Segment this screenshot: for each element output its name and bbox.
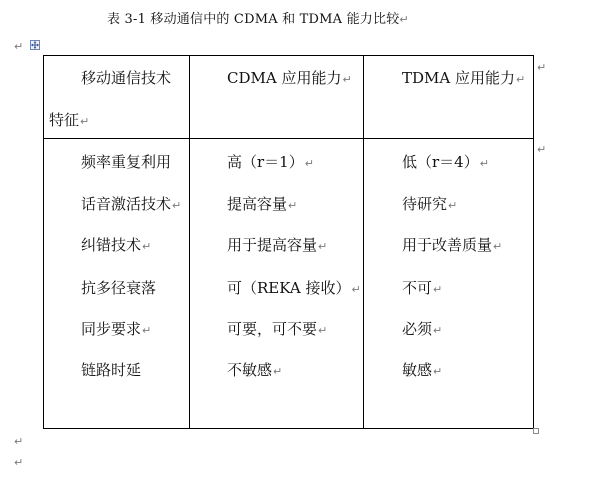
row-3-tdma: 用于改善质量↵ xyxy=(402,236,503,254)
table-move-handle-icon[interactable] xyxy=(30,40,40,50)
row-2-feature: 话音激活技术↵ xyxy=(81,195,182,213)
row-end-mark: ↵ xyxy=(537,143,547,156)
row-5-tdma: 必须↵ xyxy=(402,320,443,338)
row-6-feature: 链路时延 xyxy=(81,361,142,379)
table-resize-handle[interactable] xyxy=(533,428,539,434)
comparison-table xyxy=(43,55,534,429)
row-1-feature: 频率重复利用 xyxy=(81,153,172,171)
header-feature-line1: 移动通信技术 xyxy=(81,69,172,87)
row-end-mark: ↵ xyxy=(537,61,547,74)
row-5-cdma: 可要，可不要↵ xyxy=(227,320,328,338)
row-4-tdma: 不可↵ xyxy=(402,279,443,297)
paragraph-mark: ↵ xyxy=(14,435,24,448)
row-1-cdma: 高（r＝1）↵ xyxy=(227,153,314,171)
header-tdma: TDMA 应用能力↵ xyxy=(402,69,526,87)
header-cdma: CDMA 应用能力↵ xyxy=(227,69,352,87)
row-3-feature: 纠错技术↵ xyxy=(81,236,152,254)
caption-text: 表 3-1 移动通信中的 CDMA 和 TDMA 能力比较 xyxy=(107,12,400,27)
row-6-cdma: 不敏感↵ xyxy=(227,361,283,379)
row-1-tdma: 低（r＝4）↵ xyxy=(402,153,489,171)
row-6-tdma: 敏感↵ xyxy=(402,361,443,379)
paragraph-mark: ↵ xyxy=(14,40,24,53)
row-2-tdma: 待研究↵ xyxy=(402,195,458,213)
row-4-feature: 抗多径衰落 xyxy=(81,279,157,297)
row-5-feature: 同步要求↵ xyxy=(81,320,152,338)
paragraph-mark: ↵ xyxy=(14,456,24,469)
column-divider xyxy=(363,56,364,428)
row-4-cdma: 可（REKA 接收）↵ xyxy=(227,279,361,297)
header-feature-line2: 特征↵ xyxy=(49,111,90,129)
row-3-cdma: 用于提高容量↵ xyxy=(227,236,328,254)
header-divider xyxy=(44,138,533,139)
paragraph-mark: ↵ xyxy=(399,13,409,26)
column-divider xyxy=(189,56,190,428)
table-caption xyxy=(107,8,409,27)
row-2-cdma: 提高容量↵ xyxy=(227,195,298,213)
